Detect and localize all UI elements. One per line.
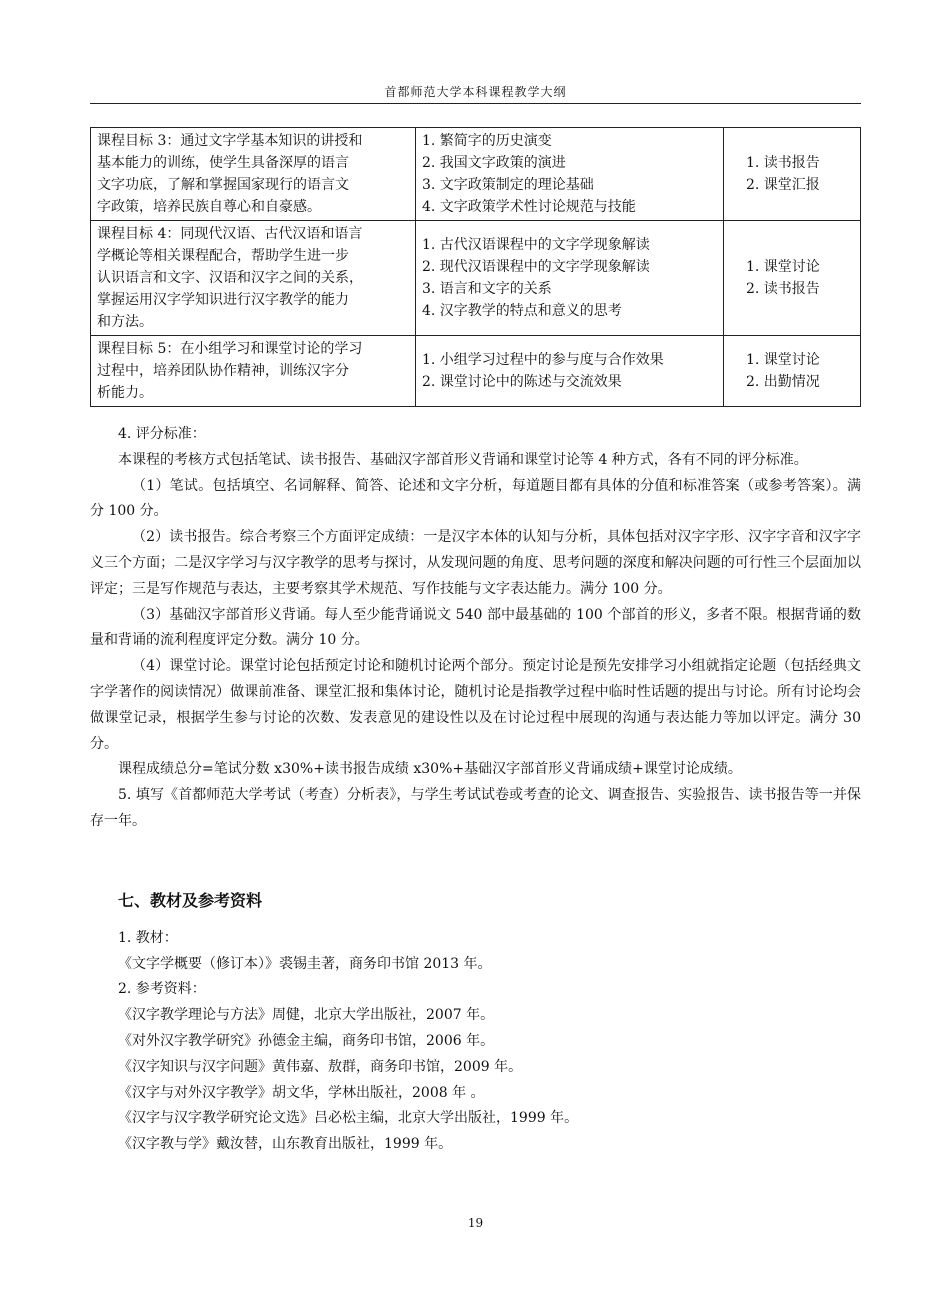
objective-line: 课程目标 5：在小组学习和课堂讨论的学习: [97, 341, 363, 357]
grading-heading: 4. 评分标准：: [118, 426, 206, 442]
objective-line: 课程目标 3：通过文字学基本知识的讲授和: [97, 133, 363, 149]
content-line: 4. 文字政策学术性讨论规范与技能: [422, 199, 636, 215]
grading-intro: 本课程的考核方式包括笔试、读书报告、基础汉字部首形义背诵和课堂讨论等 4 种方式，各有不同的评分标准。: [118, 451, 808, 468]
content-line: 3. 文字政策制定的理论基础: [422, 177, 594, 193]
grading-item-analysis-form: 5. 填写《首都师范大学考试（考查）分析表》，与学生考试试卷或考查的论文、调查报告、实验报告、读书报告等一并保存一年。: [90, 787, 861, 829]
objective-line: 文字功底，了解和掌握国家现行的语言文: [97, 177, 349, 193]
content-cell: [416, 221, 724, 336]
references-label: 2. 参考资料：: [118, 981, 206, 998]
objective-line: 掌握运用汉字学知识进行汉字教学的能力: [97, 292, 349, 308]
objective-line: 和方法。: [97, 314, 153, 330]
grading-item-written-exam: （1）笔试。包括填空、名词解释、简答、论述和文字分析，每道题目都有具体的分值和标准答案（或参考答案）。满分 100 分。: [90, 477, 861, 520]
reference-entry: 《汉字教与学》戴汝替，山东教育出版社，1999 年。: [118, 1136, 453, 1153]
content-cell: [416, 128, 724, 221]
assessment-line: 1. 读书报告: [746, 155, 820, 171]
objective-line: 课程目标 4：同现代汉语、古代汉语和语言: [97, 226, 363, 242]
objective-cell: [91, 336, 416, 407]
section-heading: 七、教材及参考资料: [118, 891, 263, 910]
assessment-line: 2. 出勤情况: [746, 374, 820, 390]
header-rule: [90, 103, 861, 104]
table-row: [91, 128, 861, 221]
textbook-entry: 《文字学概要（修订本）》裘锡圭著，商务印书馆 2013 年。: [118, 955, 492, 972]
objective-line: 学概论等相关课程配合，帮助学生进一步: [97, 248, 349, 264]
objective-line: 析能力。: [97, 385, 153, 401]
grading-item-class-discussion: （4）课堂讨论。课堂讨论包括预定讨论和随机讨论两个部分。预定讨论是预先安排学习小组就指定论题（包括经典文字学著作的阅读情况）做课前准备、课堂汇报和集体讨论，随机讨论是指教学过程中临时性话题的提出与讨论。所有讨论均会做课堂记录，根据学生参与讨论的次数、发表意见的建设性以及在讨论过程中展现的沟通与表达能力等加以评定。满分 30 分。: [90, 658, 861, 752]
table-row: [91, 221, 861, 336]
assessment-line: 2. 读书报告: [746, 281, 820, 297]
content-line: 4. 汉字教学的特点和意义的思考: [422, 303, 622, 319]
reference-entry: 《汉字教学理论与方法》周健，北京大学出版社，2007 年。: [118, 1007, 495, 1024]
content-line: 2. 现代汉语课程中的文字学现象解读: [422, 259, 650, 275]
objective-line: 基本能力的训练，使学生具备深厚的语言: [97, 155, 349, 171]
grading-item-reading-report: （2）读书报告。综合考察三个方面评定成绩：一是汉字本体的认知与分析，具体包括对汉字字形、汉字字音和汉字字义三个方面；二是汉字学习与汉字教学的思考与探讨，从发现问题的角度、思考问题的深度和解决问题的可行性三个层面加以评定；三是写作规范与表达，主要考察其学术规范、写作技能与文字表达能力。满分 100 分。: [90, 529, 861, 597]
assessment-line: 1. 课堂讨论: [746, 352, 820, 368]
grading-item-radical-recitation: （3）基础汉字部首形义背诵。每人至少能背诵说文 540 部中最基础的 100 个部首的形义，多者不限。根据背诵的数量和背诵的流利程度评定分数。满分 10 分。: [90, 606, 861, 649]
content-cell: [416, 336, 724, 407]
content-line: 3. 语言和文字的关系: [422, 281, 552, 297]
page-number: 19: [467, 1216, 484, 1230]
objective-line: 字政策，培养民族自尊心和自豪感。: [97, 199, 321, 215]
objective-line: 认识语言和文字、汉语和汉字之间的关系，: [97, 270, 363, 286]
assessment-cell: [724, 221, 861, 336]
textbook-label: 1. 教材：: [118, 929, 178, 946]
content-line: 1. 小组学习过程中的参与度与合作效果: [422, 352, 664, 368]
content-line: 1. 繁简字的历史演变: [422, 133, 552, 149]
assessment-cell: [724, 336, 861, 407]
reference-entry: 《对外汉字教学研究》孙德金主编，商务印书馆，2006 年。: [118, 1032, 495, 1049]
objectives-table: [90, 127, 861, 407]
page-header: 首都师范大学本科课程教学大纲: [384, 85, 567, 99]
assessment-cell: [724, 128, 861, 221]
table-row: [91, 336, 861, 407]
objective-cell: [91, 221, 416, 336]
content-line: 2. 我国文字政策的演进: [422, 155, 566, 171]
content-line: 2. 课堂讨论中的陈述与交流效果: [422, 374, 622, 390]
reference-entry: 《汉字知识与汉字问题》黄伟嘉、敖群，商务印书馆，2009 年。: [118, 1058, 523, 1075]
reference-entry: 《汉字与对外汉字教学》胡文华，学林出版社，2008 年 。: [118, 1084, 485, 1101]
assessment-line: 1. 课堂讨论: [746, 259, 820, 275]
objective-line: 过程中，培养团队协作精神，训练汉字分: [97, 363, 349, 379]
materials-section: [90, 888, 861, 1158]
assessment-line: 2. 课堂汇报: [746, 177, 820, 193]
grading-formula: 课程成绩总分=笔试分数 x30%+读书报告成绩 x30%+基础汉字部首形义背诵成绩+课堂讨论成绩。: [118, 761, 742, 778]
grading-section: [90, 422, 861, 835]
objective-cell: [91, 128, 416, 221]
content-line: 1. 古代汉语课程中的文字学现象解读: [422, 237, 650, 253]
reference-entry: 《汉字与汉字教学研究论文选》吕必松主编，北京大学出版社，1999 年。: [118, 1110, 579, 1127]
